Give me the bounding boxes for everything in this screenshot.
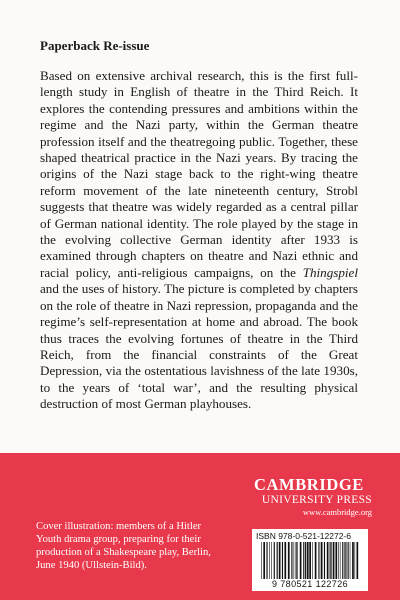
publisher-logo (254, 476, 372, 518)
publisher-url: www.cambridge.org (302, 507, 372, 517)
publisher-press: UNIVERSITY PRESS (261, 494, 372, 506)
barcode-panel (252, 529, 368, 591)
blurb-italic-term: Thingspiel (302, 264, 358, 280)
blurb-part-2: and the uses of history. The picture is completed by chapters on the role of theatre in Nazi repression, propaganda and the regime’s self-representation at home and abroad. The book thus traces the evolving fortunes of theatre in the Third Reich, from the financial constraints of the Great Depression, via the ostentatious lavishness of the late 1930s, to the years of ‘total war’, and the resulting physical destruction of most German playhouses. (40, 281, 358, 412)
cover-illustration-caption: Cover illustration: members of a Hitler Youth drama group, preparing for their production of a Shakespeare play, Berlin, June 1940 (Ullstein-Bild). (36, 521, 211, 571)
barcode-digits: 9 780521 122726 (271, 579, 349, 589)
reissue-label: Paperback Re-issue (40, 38, 150, 53)
publisher-name: CAMBRIDGE (254, 475, 364, 494)
barcode-icon (260, 542, 360, 579)
isbn-text: ISBN 978-0-521-12272-6 (256, 531, 351, 541)
blurb-text (40, 68, 358, 413)
blurb-part-1: Based on extensive archival research, this is the first full-length study in English of theatre in the Third Reich. It explores the contending pressures and ambitions within the regime and the Nazi party, within the German theatre profession itself and the theatregoing public. Together, these shaped theatrical practice in the Nazi years. By tracing the origins of the Nazi stage back to the right-wing theatre reform movement of the late nineteenth century, Strobl suggests that theatre was widely regarded as a central pillar of German national identity. The role played by the stage in the evolving collective German identity after 1933 is examined through chapters on theatre and Nazi ethnic and racial policy, anti-religious campaigns, on the (40, 68, 358, 280)
